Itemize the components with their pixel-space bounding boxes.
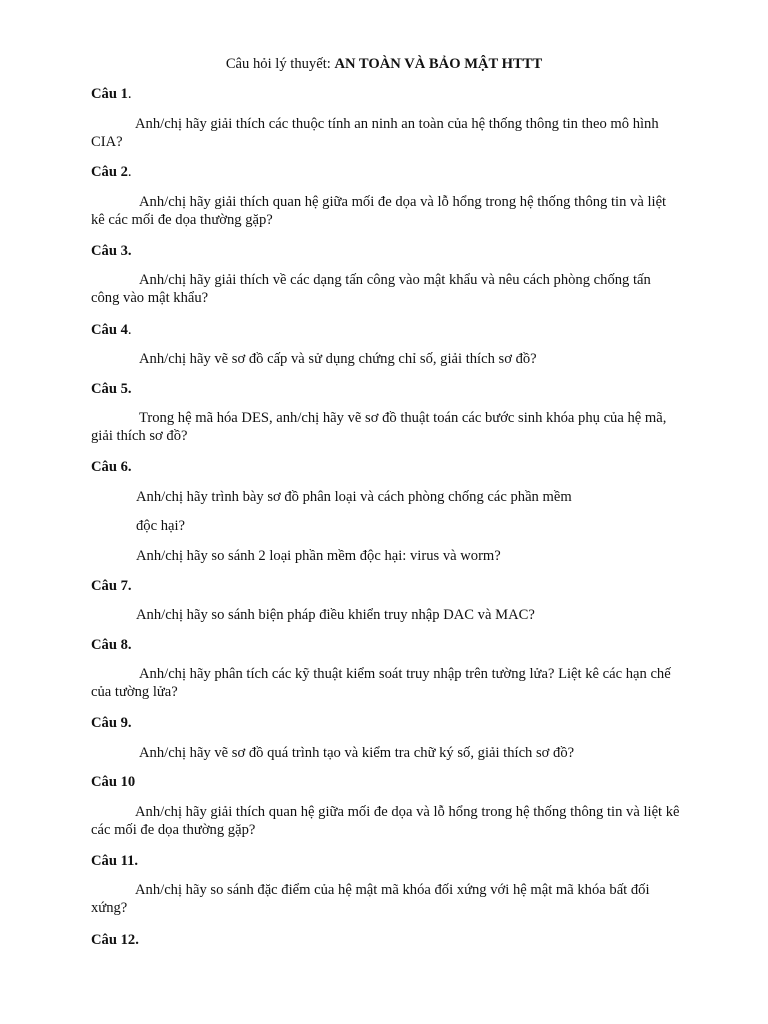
question-4-heading: Câu 4. bbox=[91, 322, 132, 338]
question-5-heading: Câu 5. bbox=[91, 381, 132, 397]
question-12-heading: Câu 12. bbox=[91, 932, 139, 948]
question-8-text: Anh/chị hãy phân tích các kỹ thuật kiểm soát truy nhập trên tường lửa? Liệt kê các hạn chế của tường lửa? bbox=[91, 666, 671, 700]
question-7-text: Anh/chị hãy so sánh biện pháp điều khiển truy nhập DAC và MAC? bbox=[136, 607, 535, 623]
question-8-heading: Câu 8. bbox=[91, 637, 132, 653]
question-11-heading: Câu 11. bbox=[91, 853, 139, 869]
question-1-text: Anh/chị hãy giải thích các thuộc tính an ninh an toàn của hệ thống thông tin theo mô hình CIA? bbox=[91, 116, 659, 150]
question-10-text: Anh/chị hãy giải thích quan hệ giữa mối đe dọa và lỗ hổng trong hệ thống thông tin và liệt kê các mối đe dọa thường gặp? bbox=[91, 804, 680, 838]
question-6-heading: Câu 6. bbox=[91, 459, 132, 475]
question-10-heading: Câu 10 bbox=[91, 774, 136, 790]
title-main: AN TOÀN VÀ BẢO MẬT HTTT bbox=[334, 56, 543, 72]
question-9-text: Anh/chị hãy vẽ sơ đồ quá trình tạo và kiểm tra chữ ký số, giải thích sơ đồ? bbox=[139, 745, 575, 761]
question-3-heading: Câu 3. bbox=[91, 243, 132, 259]
question-6-line-3: Anh/chị hãy so sánh 2 loại phần mềm độc hại: virus và worm? bbox=[136, 548, 501, 564]
question-5-text: Trong hệ mã hóa DES, anh/chị hãy vẽ sơ đồ thuật toán các bước sinh khóa phụ của hệ mã, giải thích sơ đồ? bbox=[91, 410, 667, 444]
question-6-line-1: Anh/chị hãy trình bày sơ đồ phân loại và cách phòng chống các phần mềm bbox=[136, 489, 572, 505]
question-11-text: Anh/chị hãy so sánh đặc điểm của hệ mật mã khóa đối xứng với hệ mật mã khóa bất đối xứng? bbox=[91, 882, 650, 916]
question-2-text: Anh/chị hãy giải thích quan hệ giữa mối đe dọa và lỗ hổng trong hệ thống thông tin và liệt kê các mối đe dọa thường gặp? bbox=[91, 194, 667, 228]
question-3-text: Anh/chị hãy giải thích về các dạng tấn công vào mật khẩu và nêu cách phòng chống tấn công vào mật khẩu? bbox=[91, 272, 651, 306]
question-1-heading: Câu 1. bbox=[91, 86, 132, 102]
question-7-heading: Câu 7. bbox=[91, 578, 132, 594]
document-title bbox=[0, 55, 768, 73]
question-4-text: Anh/chị hãy vẽ sơ đồ cấp và sử dụng chứng chỉ số, giải thích sơ đồ? bbox=[139, 351, 537, 367]
title-prefix: Câu hỏi lý thuyết: bbox=[225, 56, 335, 72]
question-9-heading: Câu 9. bbox=[91, 715, 132, 731]
question-6-line-2: độc hại? bbox=[136, 518, 186, 534]
question-2-heading: Câu 2. bbox=[91, 164, 132, 180]
